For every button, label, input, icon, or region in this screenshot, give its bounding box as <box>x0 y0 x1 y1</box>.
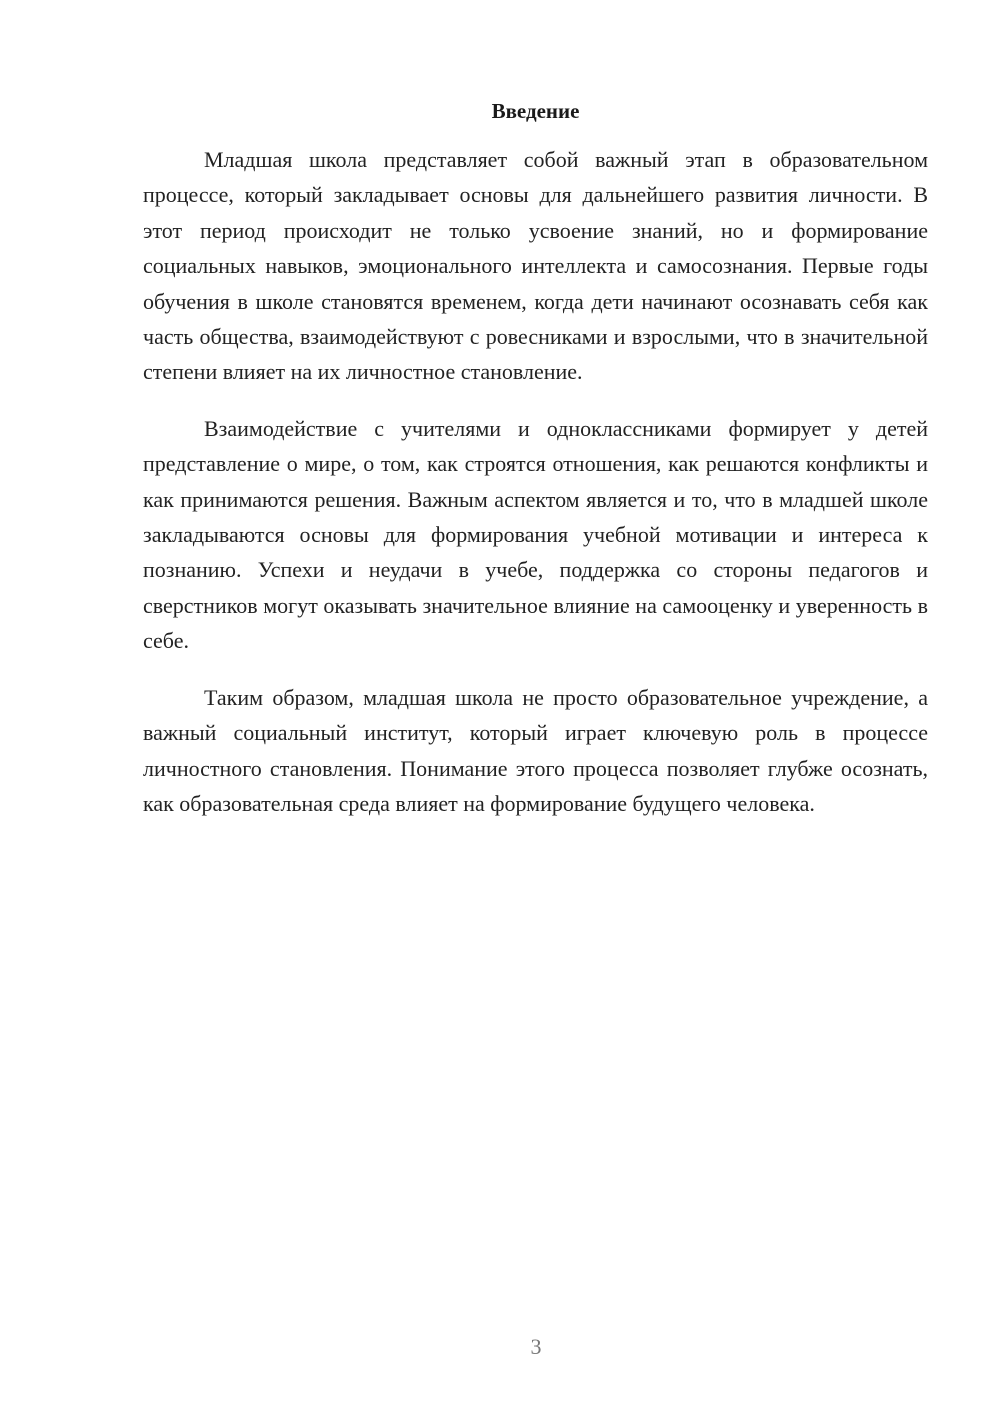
body-text <box>143 142 928 842</box>
paragraph-1: Младшая школа представляет собой важный этап в образовательном процессе, который закладывает основы для дальнейшего развития личности. В этот период происходит не только усвоение знаний, но и формирование социальных навыков, эмоционального интеллекта и самосознания. Первые годы обучения в школе становятся временем, когда дети начинают осознавать себя как часть общества, взаимодействуют с ровесниками и взрослыми, что в значительной степени влияет на их личностное становление. <box>143 147 928 385</box>
paragraph-2: Взаимодействие с учителями и одноклассниками формирует у детей представление о мире, о том, как строятся отношения, как решаются конфликты и как принимаются решения. Важным аспектом является и то, что в младшей школе закладываются основы для формирования учебной мотивации и интереса к познанию. Успехи и неудачи в учебе, поддержка со стороны педагогов и сверстников могут оказывать значительное влияние на самооценку и уверенность в себе. <box>143 415 928 654</box>
page-number: 3 <box>530 1334 542 1359</box>
paragraph-3: Таким образом, младшая школа не просто образовательное учреждение, а важный социальный институт, который играет ключевую роль в процессе личностного становления. Понимание этого процесса позволяет глубже осознать, как образовательная среда влияет на формирование будущего человека. <box>143 684 928 816</box>
section-heading: Введение <box>491 99 580 123</box>
